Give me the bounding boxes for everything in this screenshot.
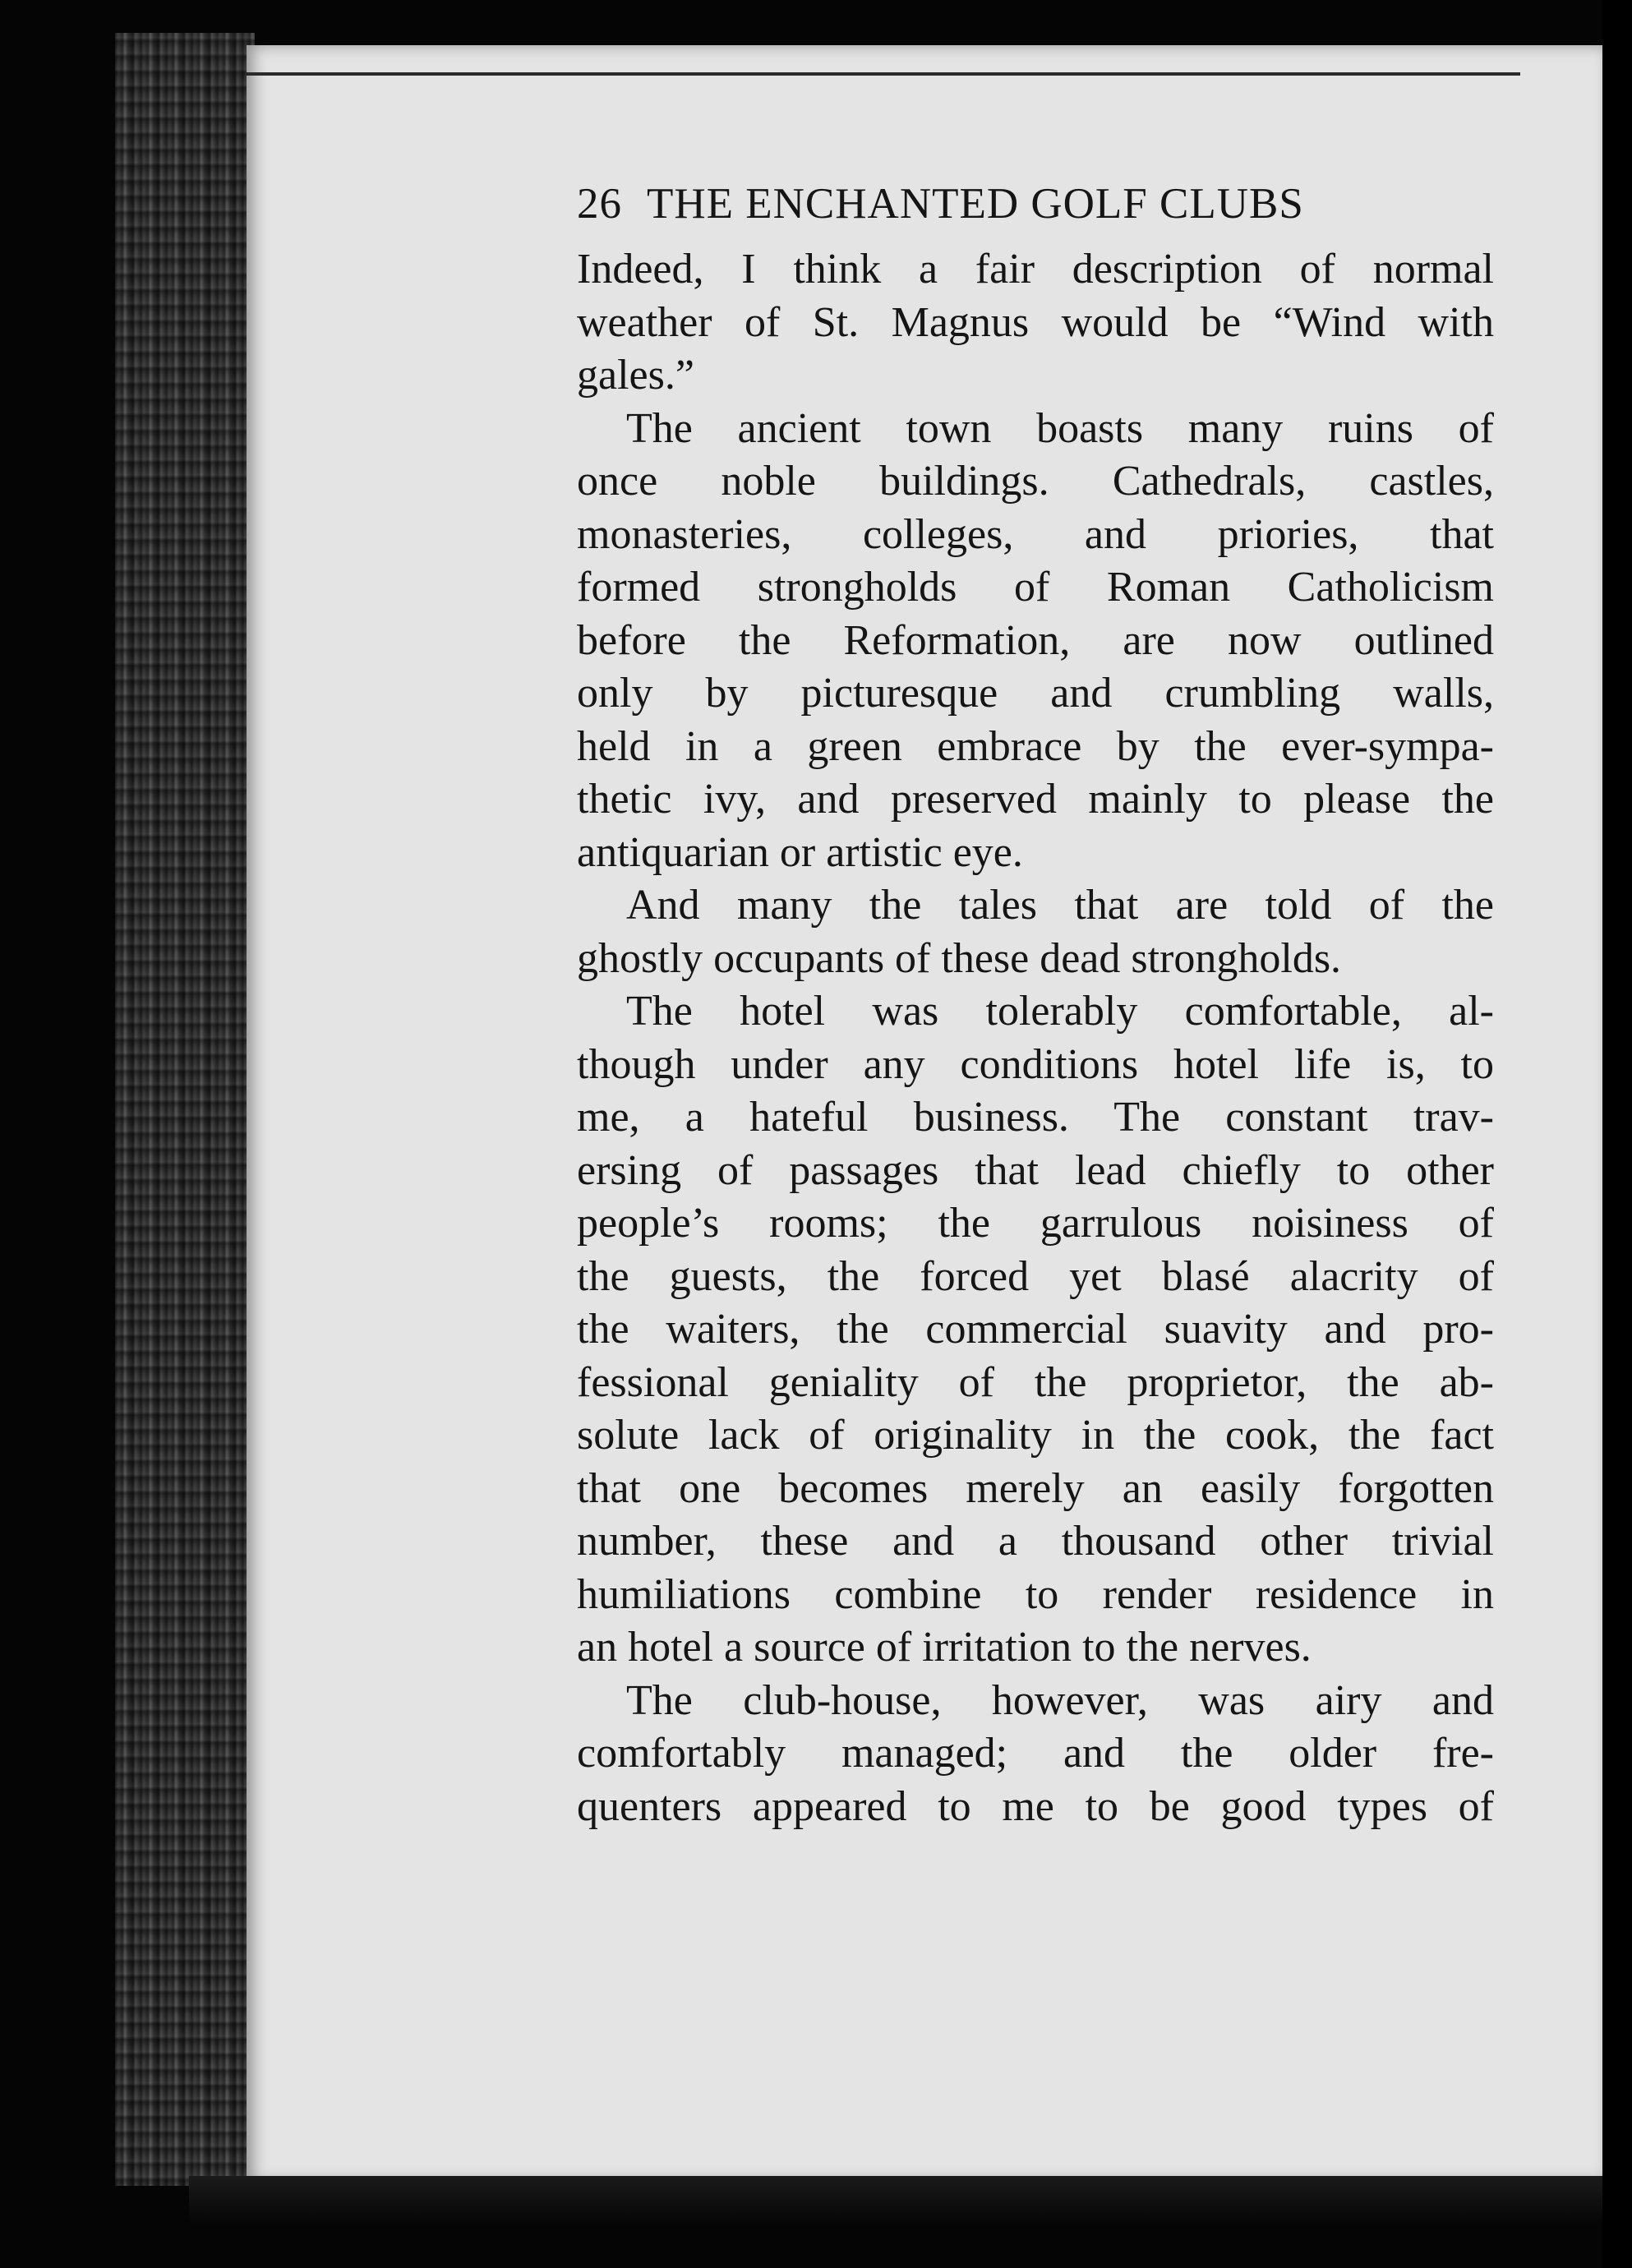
- top-page-edge: [247, 72, 1520, 76]
- text-line: once noble buildings. Cathedrals, castles,: [577, 458, 1494, 505]
- text-line: though under any conditions hotel life is, to: [577, 1040, 1494, 1088]
- text-line: ghostly occupants of these dead strongholds.: [577, 934, 1342, 982]
- page-text: [577, 179, 1494, 1833]
- text-line: the guests, the forced yet blasé alacrity of: [577, 1252, 1494, 1300]
- bottom-page-edge: [189, 2176, 1602, 2225]
- text-line: number, these and a thousand other trivial: [577, 1518, 1494, 1565]
- text-line: The hotel was tolerably comfortable, al-: [626, 988, 1494, 1035]
- right-scan-margin: [1602, 0, 1632, 2268]
- text-line: antiquarian or artistic eye.: [577, 828, 1023, 876]
- text-line: thetic ivy, and preserved mainly to please the: [577, 776, 1494, 823]
- text-line: people’s rooms; the garrulous noisiness of: [577, 1200, 1494, 1247]
- text-line: comfortably managed; and the older fre-: [577, 1730, 1494, 1777]
- text-line: Indeed, I think a fair description of normal: [577, 246, 1494, 293]
- text-line: held in a green embrace by the ever-sympa-: [577, 722, 1494, 770]
- text-line: humiliations combine to render residence in: [577, 1570, 1494, 1618]
- text-line: the waiters, the commercial suavity and pro-: [577, 1306, 1494, 1353]
- text-line: only by picturesque and crumbling walls,: [577, 670, 1494, 717]
- book-title: THE ENCHANTED GOLF CLUBS: [647, 180, 1304, 228]
- text-line: weather of St. Magnus would be “Wind with: [577, 298, 1494, 346]
- text-line: The club-house, however, was airy and: [626, 1676, 1494, 1724]
- running-head: [577, 179, 1494, 228]
- text-line: The ancient town boasts many ruins of: [626, 404, 1494, 452]
- text-line: ersing of passages that lead chiefly to other: [577, 1146, 1494, 1194]
- text-line: quenters appeared to me to be good types of: [577, 1782, 1494, 1830]
- paragraph-5: [577, 1675, 1494, 1834]
- text-line: And many the tales that are told of the: [626, 882, 1494, 929]
- text-line: fessional geniality of the proprietor, the ab-: [577, 1358, 1494, 1406]
- paragraph-1: [577, 243, 1494, 403]
- text-line: formed strongholds of Roman Catholicism: [577, 564, 1494, 611]
- paragraph-3: [577, 879, 1494, 985]
- paragraph-4: [577, 985, 1494, 1675]
- text-line: monasteries, colleges, and priories, that: [577, 510, 1494, 558]
- text-line: solute lack of originality in the cook, the fact: [577, 1412, 1494, 1459]
- text-line: an hotel a source of irritation to the nerves.: [577, 1624, 1312, 1671]
- text-line: gales.”: [577, 352, 694, 399]
- text-line: me, a hateful business. The constant trav-: [577, 1094, 1494, 1141]
- text-line: before the Reformation, are now outlined: [577, 616, 1494, 664]
- page-number: 26: [577, 180, 622, 228]
- text-line: that one becomes merely an easily forgotten: [577, 1464, 1494, 1512]
- paragraph-2: [577, 403, 1494, 880]
- spine-texture: [115, 33, 255, 2186]
